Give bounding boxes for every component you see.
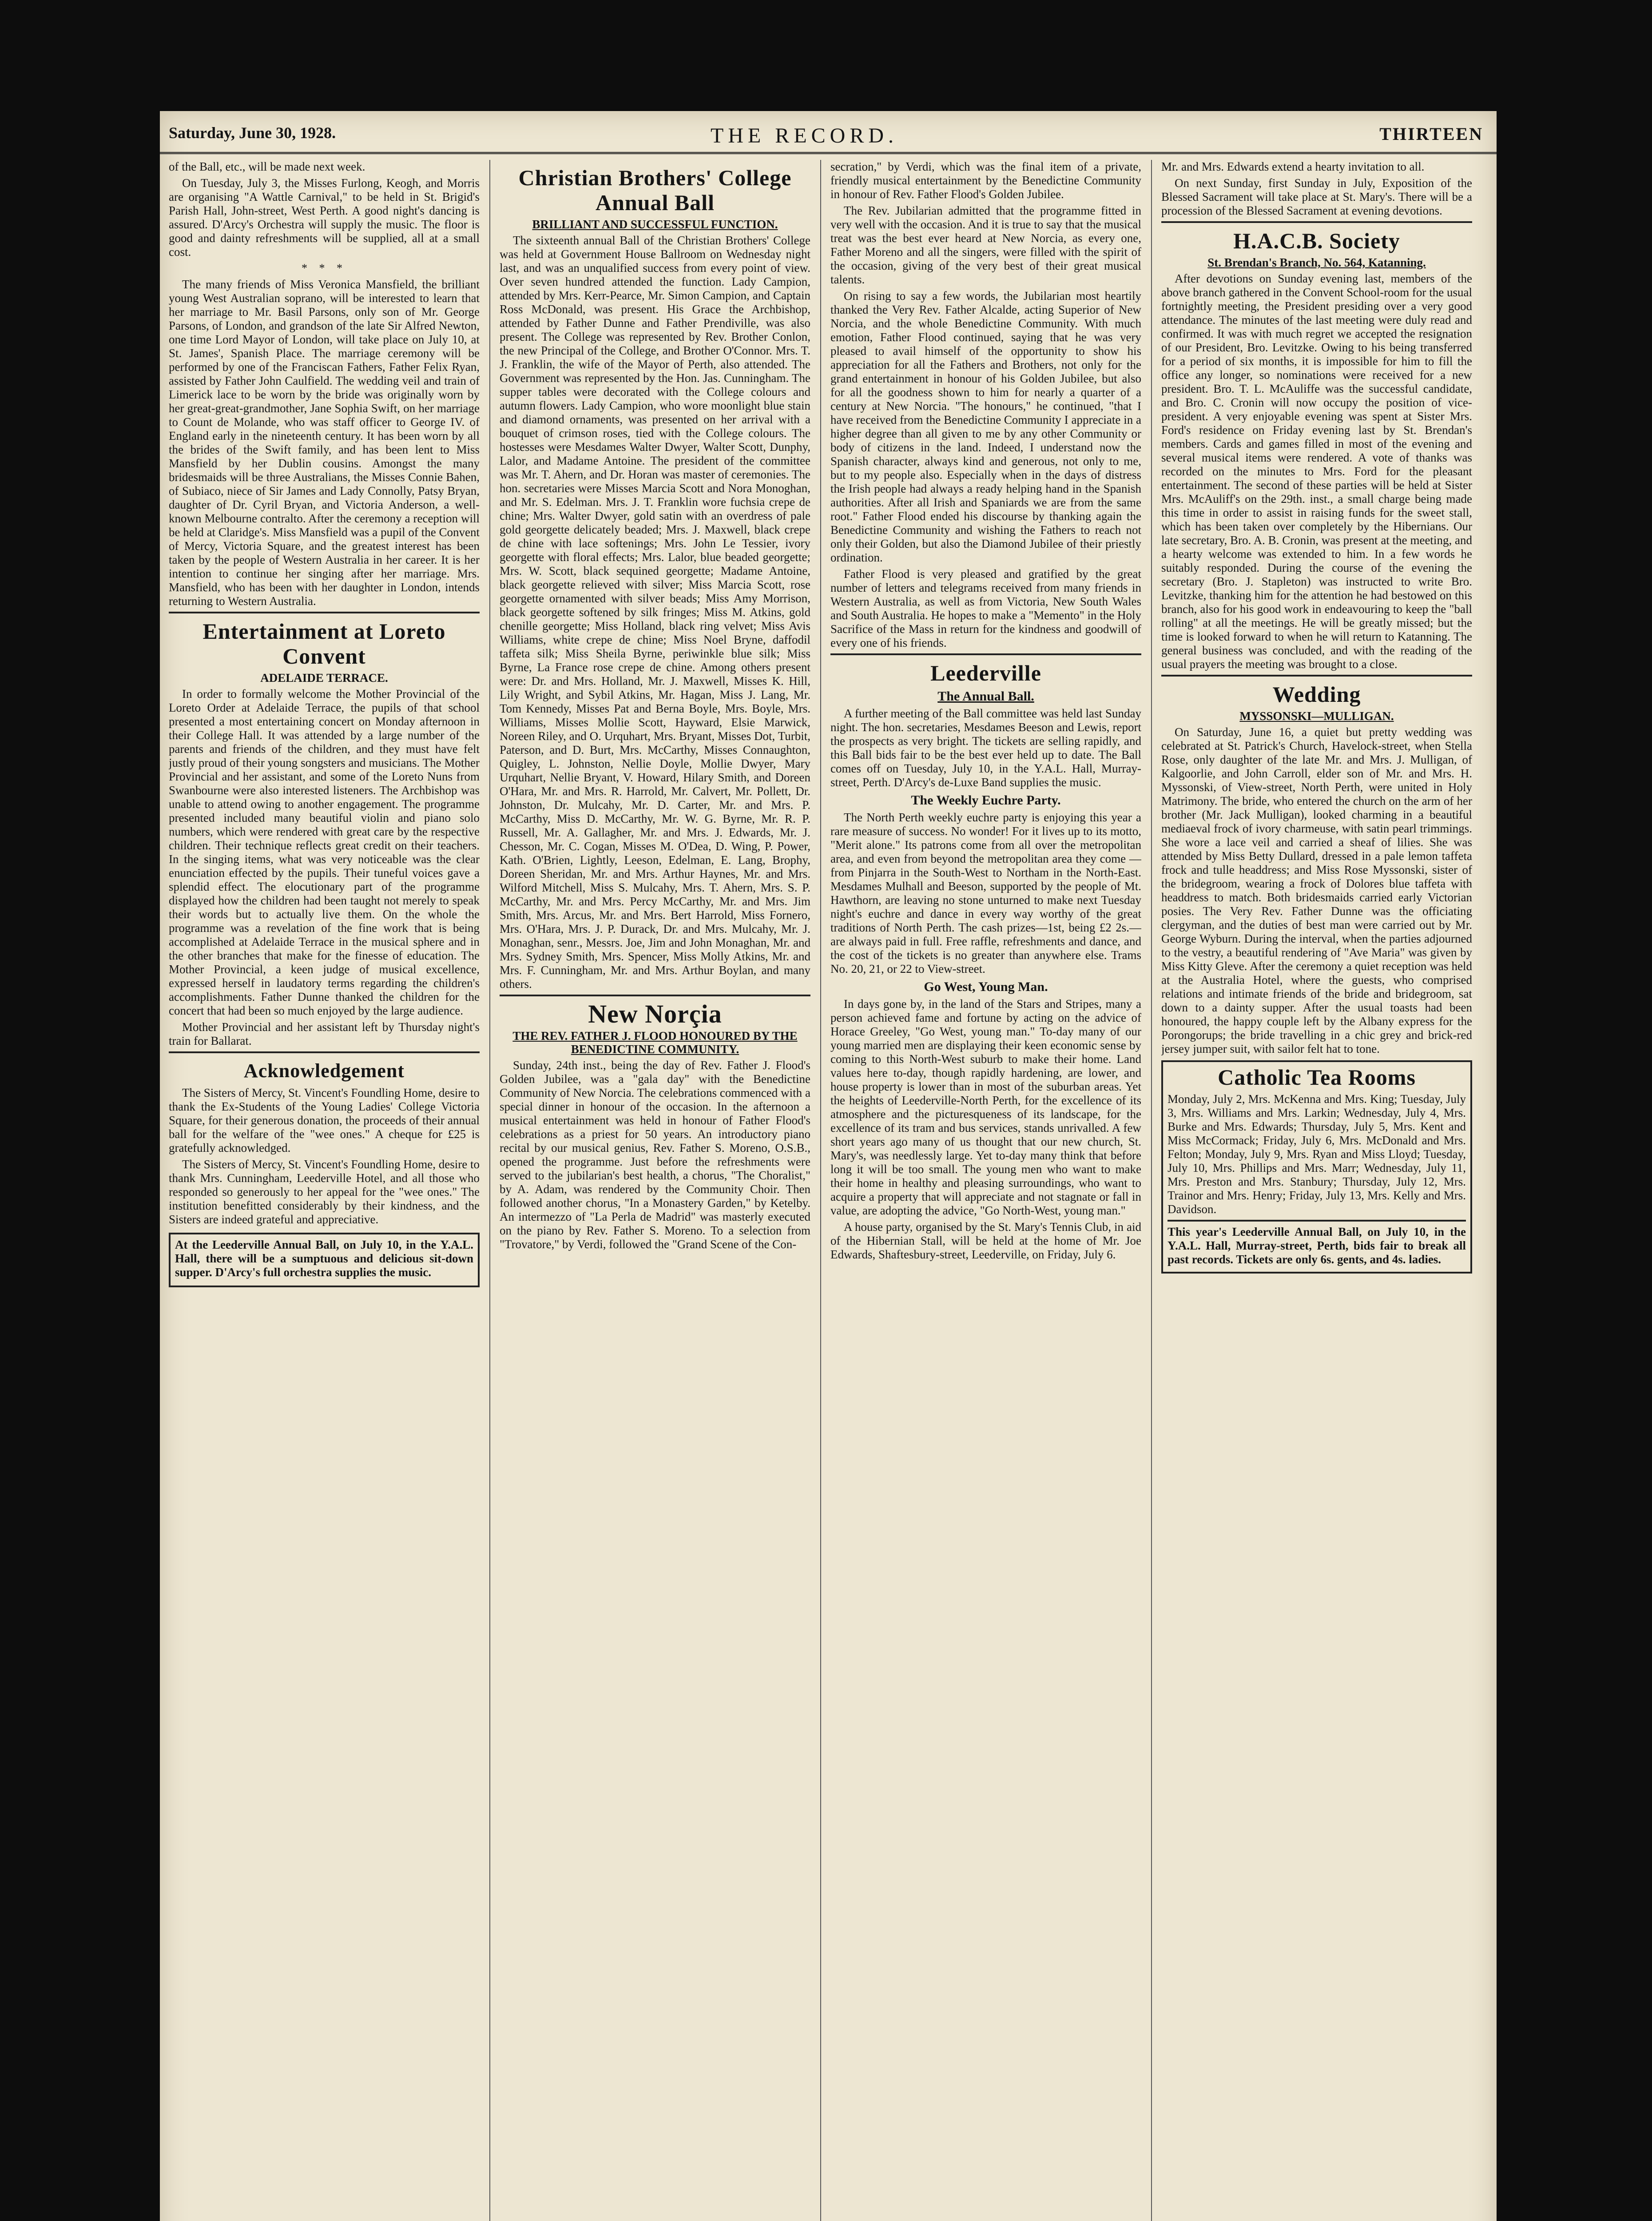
new-norcia-continued: secration," by Verdi, which was the final item of a private, friendly musical entertainment by the Benedictine Community in honour of Rev. Father Flood's Golden Jubilee. [830, 160, 1141, 201]
wedding-heading: Wedding [1272, 682, 1361, 707]
divider-rule [1161, 675, 1472, 677]
acknowledgement-heading: Acknowledgement [243, 1060, 405, 1082]
acknowledgement-article-1: The Sisters of Mercy, St. Vincent's Foundling Home, desire to thank the Ex-Students of the Young Ladies' College Victoria Square, for their generous donation, the proceeds of their annual ball for the welfare of the "wee ones." A cheque for £25 is gratefully acknowledged. [169, 1086, 480, 1154]
newspaper-page [160, 111, 1497, 2221]
issue-date: Saturday, June 30, 1928. [169, 124, 336, 142]
divider-rule [1168, 1220, 1466, 1222]
new-norcia-subheading: THE REV. FATHER J. FLOOD HONOURED BY THE BENEDICTINE COMMUNITY. [512, 1029, 798, 1056]
cbc-subheading: BRILLIANT AND SUCCESSFUL FUNCTION. [532, 218, 778, 231]
divider-rule [169, 1051, 480, 1053]
column-4 [1161, 160, 1472, 2221]
leederville-ball-article: A further meeting of the Ball committee was held last Sunday night. The hon. secretaries, Mesdames Beeson and Lewis, report the prospects as very bright. The tickets are selling rapidly, and this Ball bids fair to be the best ever held up to date. The Ball comes off on Tuesday, July 10, in the Y.A.L. Hall, Murray-street, Perth. D'Arcy's de-Luxe Band supplies the music. [830, 707, 1141, 789]
loreto-article-end: Mother Provincial and her assistant left by Thursday night's train for Ballarat. [169, 1020, 480, 1047]
masthead: THE RECORD. [711, 124, 898, 147]
wedding-article: On Saturday, June 16, a quiet but pretty wedding was celebrated at St. Patrick's Church, Havelock-street, when Stella Rose, only daughter of the late Mr. and Mrs. J. Mulligan, of Kalgoorlie, and John Carroll, elder son of Mr. and Mrs. H. Myssonski, of View-street, North Perth, were united in Holy Matrimony. The bride, who entered the church on the arm of her brother (Mr. Jack Mulligan), looked charming in a beautiful mediaeval frock of ivory charmeuse, with satin pearl trimmings. She wore a lace veil and carried a sheaf of lilies. She was attended by Miss Betty Dullard, dressed in a pale lemon taffeta frock and tulle headdress; and Miss Rose Myssonski, sister of the bridegroom, wearing a frock of Dolores blue taffeta with headdress to match. Both bridesmaids carried early Victorian posies. The Very Rev. Father Dunne was the officiating clergyman, and the duties of best man were carried out by Mr. George Wyburn. During the interval, when the parties adjourned to the vestry, a beautiful rendering of "Ave Maria" was given by Miss Kitty Gleve. After the ceremony a quiet reception was held at the Australia Hotel, where the guests, who comprised relations and intimate friends of the bride and bridegroom, sat down to a dainty supper. After the usual toasts had been honoured, the happy couple left by the Albany express for the Porongorups; the bride travelling in a chic grey and brick-red jersey jumper suit, with sailor felt hat to tone. [1161, 725, 1472, 1055]
tea-rooms-box [1161, 1060, 1472, 1274]
go-west-subheading: Go West, Young Man. [924, 979, 1048, 994]
divider-rule [169, 612, 480, 613]
article-fragment: of the Ball, etc., will be made next week. [169, 160, 365, 173]
mansfield-article: The many friends of Miss Veronica Mansfield, the brilliant young West Australian soprano, will be interested to learn that her marriage to Mr. Basil Parsons, only son of Mr. George Parsons, of London, and grandson of the late Sir Alfred Newton, one time Lord Mayor of London, will take place on July 10, at St. James', Spanish Place. The marriage ceremony will be performed by one of the Franciscan Fathers, Father Felix Ryan, assisted by Father John Caulfield. The wedding veil and train of Limerick lace to be worn by the bride was originally worn by her great-great-grandmother, Jane Sophia Swift, on her marriage to Count de Molande, who was staff officer to George IV. of England early in the nineteenth century. It has been worn by all the brides of the Swift family, and has been lent to Miss Mansfield by her Dublin cousins. Amongst the many bridesmaids will be three Australians, the Misses Connie Bahen, of Subiaco, niece of Sir James and Lady Connolly, Patsy Bryan, daughter of Dr. Cyril Bryan, and Victoria Anderson, a well-known Melbourne contralto. After the ceremony a reception will be held at Claridge's. Miss Mansfield was a pupil of the Convent of Mercy, Victoria Square, and the greatest interest has been taken by the people of Western Australia in her career. It is her intention to continue her singing after her marriage. Mrs. Mansfield, who has been with her daughter in London, intends returning to Western Australia. [169, 278, 480, 608]
new-norcia-paragraph-4: Father Flood is very pleased and gratified by the great number of letters and telegrams received from many friends in Western Australia, as well as from Victoria, New South Wales and South Australia. He hopes to make a "Memento" in the Holy Sacrifice of the Mass in return for the kindness and goodwill of every one of his friends. [830, 567, 1141, 649]
divider-rule [500, 995, 810, 996]
hacb-subheading: St. Brendan's Branch, No. 564, Katanning. [1207, 256, 1426, 269]
new-norcia-heading: New Norçia [588, 999, 722, 1028]
page-number: THIRTEEN [1379, 124, 1483, 144]
leederville-ball-notice: This year's Leederville Annual Ball, on July 10, in the Y.A.L. Hall, Murray-street, Perth, bids fair to break all past records. Tickets are only 6s. gents, and 4s. ladies. [1168, 1225, 1466, 1266]
go-west-article: In days gone by, in the land of the Stars and Stripes, many a person achieved fame and fortune by acting on the advice of Horace Greeley, "Go West, young man." To-day many of our young married men are displaying their keen economic sense by coming to this North-West suburb to make their home. Land values here to-day, though rapidly hardening, are lower, and house property is lower than in most of the suburban areas. Yet the heights of Leederville-North Perth, for the excellence of its atmosphere and the picturesqueness of its landscape, for the excellence of its tram and bus services, stands unrivalled. A few short years ago many of us thought that our new church, St. Mary's, was needlessly large. Yet to-day many think that before long it will be too small. The young men who want to make their home in healthy and pleasing surroundings, who want to acquire a property that will appreciate and not stagnate or fall in value, are adopting the advice, "Go North-West, young man." [830, 997, 1141, 1217]
column-1 [169, 160, 480, 2221]
loreto-subheading: ADELAIDE TERRACE. [260, 671, 388, 685]
column-divider [820, 160, 821, 2221]
cbc-article: The sixteenth annual Ball of the Christian Brothers' College was held at Government House Ballroom on Wednesday night last, and was an unqualified success from every point of view. Over seven hundred attended the function. Lady Campion, attended by Mrs. Kerr-Pearce, Mr. Simon Campion, and Captain Ross McDonald, was present. His Grace the Archbishop, attended by Father Dunne and Father Prendiville, was also present. The College was represented by Rev. Brother Conlon, the new Principal of the College, and Brother O'Connor. Mrs. T. J. Franklin, the wife of the Mayor of Perth, also attended. The Government was represented by the Hon. Jas. Cunningham. The supper tables were decorated with the College colours and autumn flowers. Lady Campion, who wore moonlight blue stain and diamond ornaments, was presented on her arrival with a bouquet of crimson roses, tied with the College colours. The hostesses were Mesdames Walter Dwyer, Walter Scott, Dunphy, Lalor, and Madame Antoine. The president of the committee was Mr. T. Ahern, and Dr. Horan was master of ceremonies. The hon. secretaries were Misses Marcia Scott and Nora Monoghan, and Mr. S. Edelman. Mrs. J. T. Franklin wore fuchsia crepe de chine; Mrs. Walter Dwyer, gold satin with an overdress of pale gold georgette delicately beaded; Mrs. J. Maxwell, black crepe de chine with lace softenings; Mrs. John Le Tessier, ivory georgette with floral effects; Mrs. Lalor, blue beaded georgette; Mrs. W. Scott, black sequined georgette; Madame Antoine, black georgette relieved with silver; Miss Marcia Scott, rose georgette ornamented with silver beads; Miss Amy Morrison, black georgette softened by silk fringes; Miss M. Atkins, gold chenille georgette; Miss Holland, black ring velvet; Miss Avis Williams, white crepe de chine; Miss Noel Bryne, daffodil taffeta silk; Miss Sheila Byrne, periwinkle blue silk; Miss Byrne, La France rose crepe de chine. Among others present were: Dr. and Mrs. Holland, Mr. J. Maxwell, Misses K. Hill, Lily Wright, and Sybil Atkins, Mr. Hagan, Miss J. Lang, Mr. Tom Kennedy, Misses Pat and Berna Boyle, Mrs. Boyle, Mrs. Williams, Misses Mollie Scott, Hayward, Elsie Marwick, Noreen Riley, and O. Urquhart, Mrs. Bryant, Misses Dot, Turbit, Paterson, and D. Burt, Mrs. McCarthy, Misses Connaughton, Quigley, L. Johnston, Nellie Doyle, Mollie Dwyer, Mary Urquhart, Nellie Bryant, V. Howard, Hilary Smith, and Doreen O'Hara, Mr. and Mrs. R. Harrold, Mr. Calvert, Mr. Pollett, Dr. Johnston, Dr. Mulcahy, Mr. D. Carter, Mr. and Mrs. P. McCarthy, Miss D. McCarthy, Mr. W. G. Byrne, Mr. R. P. Russell, Mr. A. Gallagher, Mr. and Mrs. J. Edwards, Mr. J. Chesson, Mr. C. Cogan, Misses M. O'Dea, D. Wing, P. Power, Kath. O'Brien, Lightly, Leeson, Edelman, E. Lang, Brophy, Doreen Sheridan, Mr. and Mrs. Arthur Haynes, Mr. and Mrs. Wilford Mitchell, Miss S. Mulcahy, Mrs. T. Ahern, Mrs. S. P. McCarthy, Mr. and Mrs. Percy McCarthy, Mr. and Mrs. Jim Smith, Mrs. Arcus, Mr. and Mrs. Bert Harrold, Miss Fornero, Mrs. O'Hara, Mrs. J. P. Durack, Dr. and Mrs. Mulcahy, Mr. J. Monaghan, senr., Messrs. Joe, Jim and John Monaghan, Mr. and Mrs. Sydney Smith, Mrs. Spencer, Miss Molly Atkins, Mr. and Mrs. F. Cunningham, Mr. and Mrs. Arthur Boylan, and many others. [500, 234, 810, 991]
house-party-article: A house party, organised by the St. Mary's Tennis Club, in aid of the Hibernian Stall, will be held at the home of Mr. Joe Edwards, Shaftesbury-street, Leederville, on Friday, July 6. [830, 1220, 1141, 1261]
loreto-article: In order to formally welcome the Mother Provincial of the Loreto Order at Adelaide Terrace, the pupils of that school presented a most entertaining concert on Monday afternoon in their College Hall. It was attended by a large number of the parents and friends of the children, and they must have felt justly proud of their young songsters and musicians. The Mother Provincial and her assistant, and some of the Loreto Nuns from Swanbourne were also interested listeners. The Archbishop was unable to attend owing to another engagement. The programme presented included many beautiful violin and piano solo numbers, which were rendered with great care by the respective children. Their technique reflects great credit on their teachers. In the singing items, what was very noticeable was the clear enunciation effected by the pupils. Their tuneful voices gave a splendid effect. The elocutionary part of the programme displayed how the children had been taught not merely to speak their words but to actually live them. On the whole the programme was a revelation of the fine work that is being accomplished at Adelaide Terrace in the musical sphere and in the other branches that make for the finesse of education. The Mother Provincial, a keen judge of musical excellence, expressed herself in laudatory terms regarding the children's accomplishments. Father Dunne thanked the children for the concert that had been so much enjoyed by the large audience. [169, 687, 480, 1017]
euchre-article: The North Perth weekly euchre party is enjoying this year a rare measure of success. No wonder! For it lives up to its motto, "Merit alone." Its patrons come from all over the metropolitan area, and even from beyond the metropolitan area they come —from Pinjarra in the South-West to Northam in the North-East. Mesdames Mulhall and Beeson, supported by the people of Mt. Hawthorn, are leaving no stone unturned to make next Tuesday night's euchre and dance in every way worthy of the great traditions of North Perth. The cash prizes—1st, being £2 2s.—are always paid in full. Free raffle, refreshments and dance, and the cost of the tickets is no greater than anywhere else. Trams No. 20, 21, or 22 to View-street. [830, 811, 1141, 975]
new-norcia-paragraph-3: On rising to say a few words, the Jubilarian most heartily thanked the Very Rev. Father Alcalde, acting Superior of New Norcia, and the whole Benedictine Community. With much emotion, Father Flood continued, saying that he was very pleased to avail himself of the opportunity to show his appreciation for all the Fathers and Brothers, not only for the grand entertainment in honour of his Golden Jubilee, but also for all the goodness shown to him for nearly a quarter of a century at New Norcia. "The honours," he continued, "that I have received from the Benedictine Community I appreciate in a higher degree than all given to me by any other Community or body of citizens in the land. Indeed, I understand now the Spanish character, always kind and generous, not only to me, but to my people also. Especially when in the days of distress the Irish people had always a ready helping hand in the Spanish authorities. After all Irish and Spaniards we are from the same root." Father Flood ended his discourse by thanking again the Benedictine Community and wishing the Fathers to reach not only their Golden, but also the Diamond Jubilee of their priestly ordination. [830, 289, 1141, 564]
column-3 [830, 160, 1141, 2221]
leederville-subheading: The Annual Ball. [937, 689, 1034, 704]
notice-text: At the Leederville Annual Ball, on July 10, in the Y.A.L. Hall, there will be a sumptuous and delicious sit-down supper. D'Arcy's full orchestra supplies the music. [175, 1238, 473, 1279]
leederville-heading: Leederville [930, 661, 1041, 685]
column-divider [1151, 160, 1152, 2221]
edwards-invitation: Mr. and Mrs. Edwards extend a hearty invitation to all. [1161, 160, 1425, 173]
hacb-article: After devotions on Sunday evening last, members of the above branch gathered in the Convent School-room for the usual fortnightly meeting, the President presiding over a very good attendance. The minutes of the last meeting were duly read and confirmed. It was with much regret we accepted the resignation of our President, Bro. Levitzke. Owing to his being transferred for a period of six months, it is impossible for him to fill the office any longer, so nominations were received for a new president. Bro. T. L. McAuliffe was the successful candidate, and Bro. C. Cronin will now occupy the position of vice-president. A very enjoyable evening was spent at Sister Mrs. Ford's residence on Friday evening last by St. Brendan's members. Cards and games filled in most of the evening and several musical items were rendered. A vote of thanks was recorded on the minutes to Mrs. Ford for the pleasant entertainment. The second of these parties will be held at Sister Mrs. McAuliff's on the 29th. inst., a small charge being made this time in order to assist in raising funds for the sweet stall, which has been taken over completely by the Hibernians. Our late secretary, Bro. A. B. Cronin, was present at the meeting, and a hearty welcome was extended to him. In a few words he suitably responded. During the course of the evening the secretary (Bro. J. Stapleton) was instructed to write Bro. Levitzke, thanking him for the attention he had bestowed on this branch, also for his good work in endeavouring to keep the "ball rolling" at all the meetings. He will be greatly missed; but the time is looked forward to when he will return to Katanning. The general business was concluded, and with the reading of the usual prayers the meeting was brought to a close. [1161, 272, 1472, 671]
column-2 [500, 160, 810, 2221]
divider-rule [830, 653, 1141, 655]
tea-rooms-roster: Monday, July 2, Mrs. McKenna and Mrs. King; Tuesday, July 3, Mrs. Williams and Mrs. Larkin; Wednesday, July 4, Mrs. Burke and Mrs. Edwards; Thursday, July 5, Mrs. Kent and Miss McCormack; Friday, July 6, Mrs. McDonald and Mrs. Felton; Monday, July 9, Mrs. Ryan and Miss Lloyd; Tuesday, July 10, Mrs. Phillips and Mrs. Marr; Wednesday, July 11, Mrs. Preston and Mrs. Stanbury; Thursday, July 12, Mrs. Trainor and Mrs. Henry; Friday, July 13, Mrs. Kelly and Mrs. Davidson. [1168, 1092, 1466, 1216]
divider-rule [1161, 221, 1472, 223]
wattle-carnival-article: On Tuesday, July 3, the Misses Furlong, Keogh, and Morris are organising "A Wattle Carnival," to be held in St. Brigid's Parish Hall, John-street, West Perth. A good night's dancing is assured. D'Arcy's Orchestra will supply the music. The floor is good and dainty refreshments will be supplied, all at a small cost. [169, 176, 480, 259]
leederville-ball-notice [169, 1233, 480, 1287]
cbc-heading: Christian Brothers' College Annual Ball [518, 165, 792, 215]
acknowledgement-article-2: The Sisters of Mercy, St. Vincent's Foundling Home, desire to thank Mrs. Cunningham, Leederville Hotel, and all those who responded so generously to her appeal for the "wee ones." The institution benefitted considerably by their kindness, and the Sisters are indeed grateful and appreciative. [169, 1158, 480, 1226]
column-divider [489, 160, 490, 2221]
euchre-subheading: The Weekly Euchre Party. [911, 793, 1061, 808]
new-norcia-paragraph-2: The Rev. Jubilarian admitted that the programme fitted in very well with the occasion. And it is true to say that the musical treat was the best ever heard at New Norcia, as every one, Father Moreno and all the singers, were filled with the spirit of the occasion, giving of the very best of their great musical talents. [830, 204, 1141, 286]
wedding-subheading: MYSSONSKI—MULLIGAN. [1239, 709, 1394, 723]
tea-rooms-heading: Catholic Tea Rooms [1218, 1065, 1416, 1090]
header-rule [160, 152, 1497, 154]
new-norcia-article: Sunday, 24th inst., being the day of Rev. Father J. Flood's Golden Jubilee, was a "gala day" with the Benedictine Community of New Norcia. The celebrations commenced with a special dinner in honour of the occasion. In the afternoon a musical entertainment was held in honour of Father Flood's celebrations as a priest for 50 years. An introductory piano recital by our musical genius, Rev. Father S. Moreno, O.S.B., opened the programme. Just before the refreshments were served to the jubilarian's best health, a chorus, "The Choralist," by A. Adam, was rendered by the Community Choir. Then followed another chorus, "In a Monastery Garden," by Ketelby. An intermezzo of "La Perla de Madrid" was masterly executed on the piano by Rev. Father S. Moreno. To a selection from "Trovatore," by Verdi, followed the "Grand Scene of the Con- [500, 1059, 810, 1251]
section-stars: * * * [302, 262, 347, 275]
hacb-heading: H.A.C.B. Society [1233, 228, 1400, 253]
loreto-heading: Entertainment at Loreto Convent [203, 619, 446, 669]
exposition-notice: On next Sunday, first Sunday in July, Exposition of the Blessed Sacrament will take place at St. Mary's. There will be a procession of the Blessed Sacrament at evening devotions. [1161, 176, 1472, 217]
